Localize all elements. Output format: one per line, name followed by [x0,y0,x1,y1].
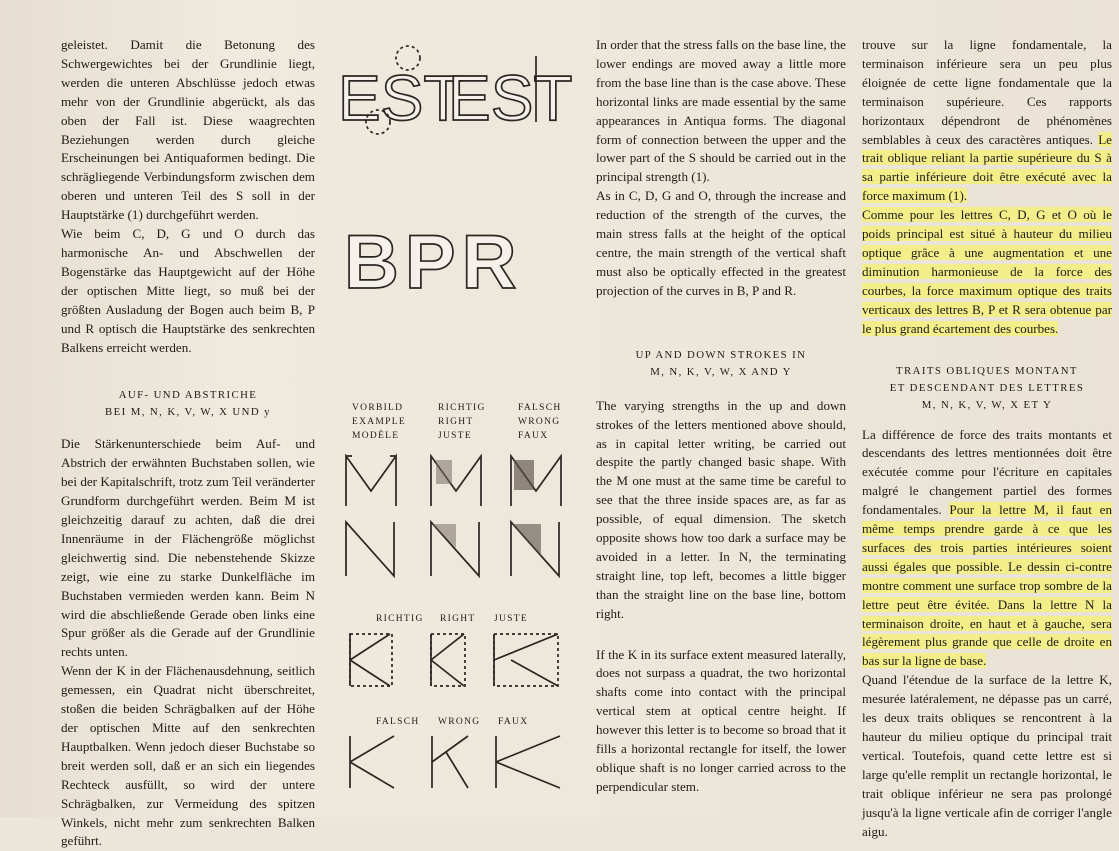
label-vorbild: VORBILD [352,403,404,413]
k-square-2 [431,634,465,686]
k-wrong-1 [350,736,394,788]
m-right-hatch [436,460,452,484]
french-paragraph-3 [862,426,1112,672]
m-comparison-row [346,456,561,506]
french-heading-line-2: ET DESCENDANT DES LETTRES [889,381,1085,394]
k-rect-3 [494,634,558,686]
m-wrong-hatch [514,460,534,490]
letterform-figure-column [336,36,572,796]
french-paragraph-1 [862,36,1112,206]
est-outline-left: EST [338,62,463,134]
german-paragraph-3: Die Stärkenunterschiede beim Auf- und Abstrich der erwähnten Buchstaben sollen, wie bei der Kapitalschrift, trotz zum Teil veränderter Grundform durchgeführt werden. Beim M ist gleichzeitig darauf zu achten, daß die drei Innenräume in der Flächengröße möglichst gleichwertig sind. Die nebenstehende Skizze zeigt, wie eine zu starke Dunkelfläche im Buchstaben vermieden werden kann. Beim N wird die abschließende Gerade oben links eine Spur größer als die Gerade auf der Grundlinie rechts unten. [61,436,315,660]
k-right-3 [494,634,558,686]
french-highlight-3: Pour la lettre M, il faut en même temps prendre garde à ce que les surfaces des trois parties intérieures soient aussi égales que possible. Le dessin ci-contre montre comment une surface trop sombre de la lettre peut être évitée. Dans la lettre N la terminaison droite, en haut et à gauche, sera légèrement plus grande que celle de droite en bas sur la ligne de base. [862,502,1112,669]
k-right-1 [350,634,390,686]
k-label-wrong: WRONG [438,717,481,727]
french-paragraph-1a: trouve sur la ligne fondamentale, la terminaison inférieure sera un peu plus éloignée de cette ligne fondamentale que la terminaison supérieure. Ces rapports horizontaux dépendront de phénomènes semblables à ceux des caractères antiques. [862,37,1112,147]
label-right: RIGHT [438,417,474,427]
est-outline-lettering [338,46,572,134]
french-highlight-2: Comme pour les lettres C, D, G et O où le poids principal est situé à hauteur du milieu optique grâce à une augmentation et une diminution harmonieuse de la force des courbes, la force maximum optique des traits verticaux des lettres B, P et R sera obtenue par le plus grand écartement des courbes. [862,207,1112,336]
label-wrong: WRONG [518,417,561,427]
k-label-falsch: FALSCH [376,717,420,727]
n-right-hatch [432,524,456,548]
n-example-letter [346,522,394,576]
k-wrong-3 [496,736,560,788]
french-highlight-1: Le trait oblique reliant la partie supérieure du S à sa partie inférieure doit être exécuté avec la force maximum (1). [862,131,1112,204]
english-heading-line-1: UP AND DOWN STROKES IN [635,348,807,361]
german-heading-line-2: BEI M, N, K, V, W, X UND y [105,406,271,419]
k-square-1 [350,634,392,686]
german-paragraph-2: Wie beim C, D, G und O durch das harmonische An- und Abschwellen der Bogenstärke das Hauptgewicht auf der Höhe der optischen Mitte liegt, so muß bei der größten Ausladung der Bogen auch beim B, P und R optisch die Hauptstärke des senkrechten Balkens erreicht werden. [61,226,315,355]
m-example-letter [346,456,396,506]
n-comparison-row [346,522,559,576]
k-right-2 [431,634,464,686]
bpr-outline-lettering: BPR [344,220,523,305]
label-modele: MODÈLE [352,431,400,441]
est-outline-right: EST [448,62,572,134]
french-paragraph-2 [862,206,1112,338]
label-juste: JUSTE [438,431,472,441]
german-paragraph-4: Wenn der K in der Flächenausdehnung, seitlich gemessen, ein Quadrat nicht überschreitet, stoßen die beiden Schrägbalken auf der Höhe der optischen Mitte auf den senkrechten Hauptbalken. Wenn jedoch dieser Buchstabe so breit werden soll, daß er an sich ein liegendes Rechteck ausfüllt, so wird der untere Schrägbalken, zur Vermeidung des spitzen Winkels, nicht mehr zum senkrechten Balken geführt. [61,663,315,849]
german-paragraph-1: geleistet. Damit die Betonung des Schwergewichtes bei der Grundlinie liegt, werden die unteren Abschlüsse jedoch etwas mehr von der Grundlinie abgerückt, als das oben der Fall ist. Diese waagrechten Beziehungen werden durch gleiche Erscheinungen bei Antiquaformen bedingt. Die schrägliegende Verbindungsform zwischen dem oberen und unteren Teil des S soll in der Hauptstärke (1) durchgeführt werden. [61,37,315,223]
french-heading-line-3: M, N, K, V, W, X ET Y [921,398,1053,411]
english-paragraph-1: In order that the stress falls on the base line, the lower endings are moved away a little more from the base line than is the case above. These horizontal links are made essential by the same appearances in Antiqua forms. The diagonal form of connection between the upper and the lower part of the S should be carried out in the principal strength (1). [596,37,846,185]
english-column [596,36,846,797]
label-richtig: RICHTIG [438,403,486,413]
k-label-richtig: RICHTIG [376,614,424,624]
english-paragraph-4: If the K in its surface extent measured laterally, does not surpass a quadrat, the two horizontal shafts come into contact with the principal vertical stem at optical centre height. If however this letter is to become so broad that it fills a horizontal rectangle for itself, the lower oblique shaft is no longer carried across to the perpendicular stem. [596,646,846,794]
label-example: EXAMPLE [352,417,406,427]
label-falsch: FALSCH [518,403,562,413]
k-wrong-2 [432,736,468,788]
k-label-juste: JUSTE [494,614,528,624]
english-heading-line-2: M, N, K, V, W, X AND Y [650,365,792,378]
french-column [862,36,1112,841]
k-comparison-bottom [350,736,560,788]
french-heading-line-1: TRAITS OBLIQUES MONTANT [896,364,1078,377]
label-faux: FAUX [518,431,549,441]
german-heading-line-1: AUF- UND ABSTRICHE [118,389,258,402]
english-paragraph-2: As in C, D, G and O, through the increase and reduction of the strength of the curves, the main stress falls at the height of the optical centre, the main strength of the vertical shaft must also be optically effected in the greatest projection of the curves in B, P and R. [596,188,846,298]
k-label-right: RIGHT [440,614,476,624]
german-column [61,36,315,851]
k-comparison-top [350,634,558,686]
english-paragraph-3: The varying strengths in the up and down strokes of the letters mentioned above should, as in capital letter writing, be carried out despite the partly changed basic shape. With the M one must at the same time be careful to see that the three inside spaces are, as far as possible, of equal dimension. The sketch opposite shows how too dark a surface may be avoided in a letter. In N, the terminating straight line, top left, becomes a little bigger than the straight line on the base line, bottom right. [596,397,846,621]
k-label-faux: FAUX [498,717,529,727]
french-paragraph-4: Quand l'étendue de la surface de la lettre K, mesurée latéralement, ne dépasse pas un carré, les deux traits obliques se rencontrent à la hauteur du milieu optique du principal trait vertical. Toutefois, quand cette lettre est si large qu'elle remplit un rectangle horizontal, le trait oblique inférieur ne sera pas prolongé jusqu'à la ligne verticale afin de corriger l'angle aigu. [862,672,1112,839]
french-paragraph-3a: La différence de force des traits montants et descendants des lettres mentionnées doit être exécutée comme pour l'écriture en capitales malgré le changement partiel des formes fondamentales. [862,426,1112,518]
